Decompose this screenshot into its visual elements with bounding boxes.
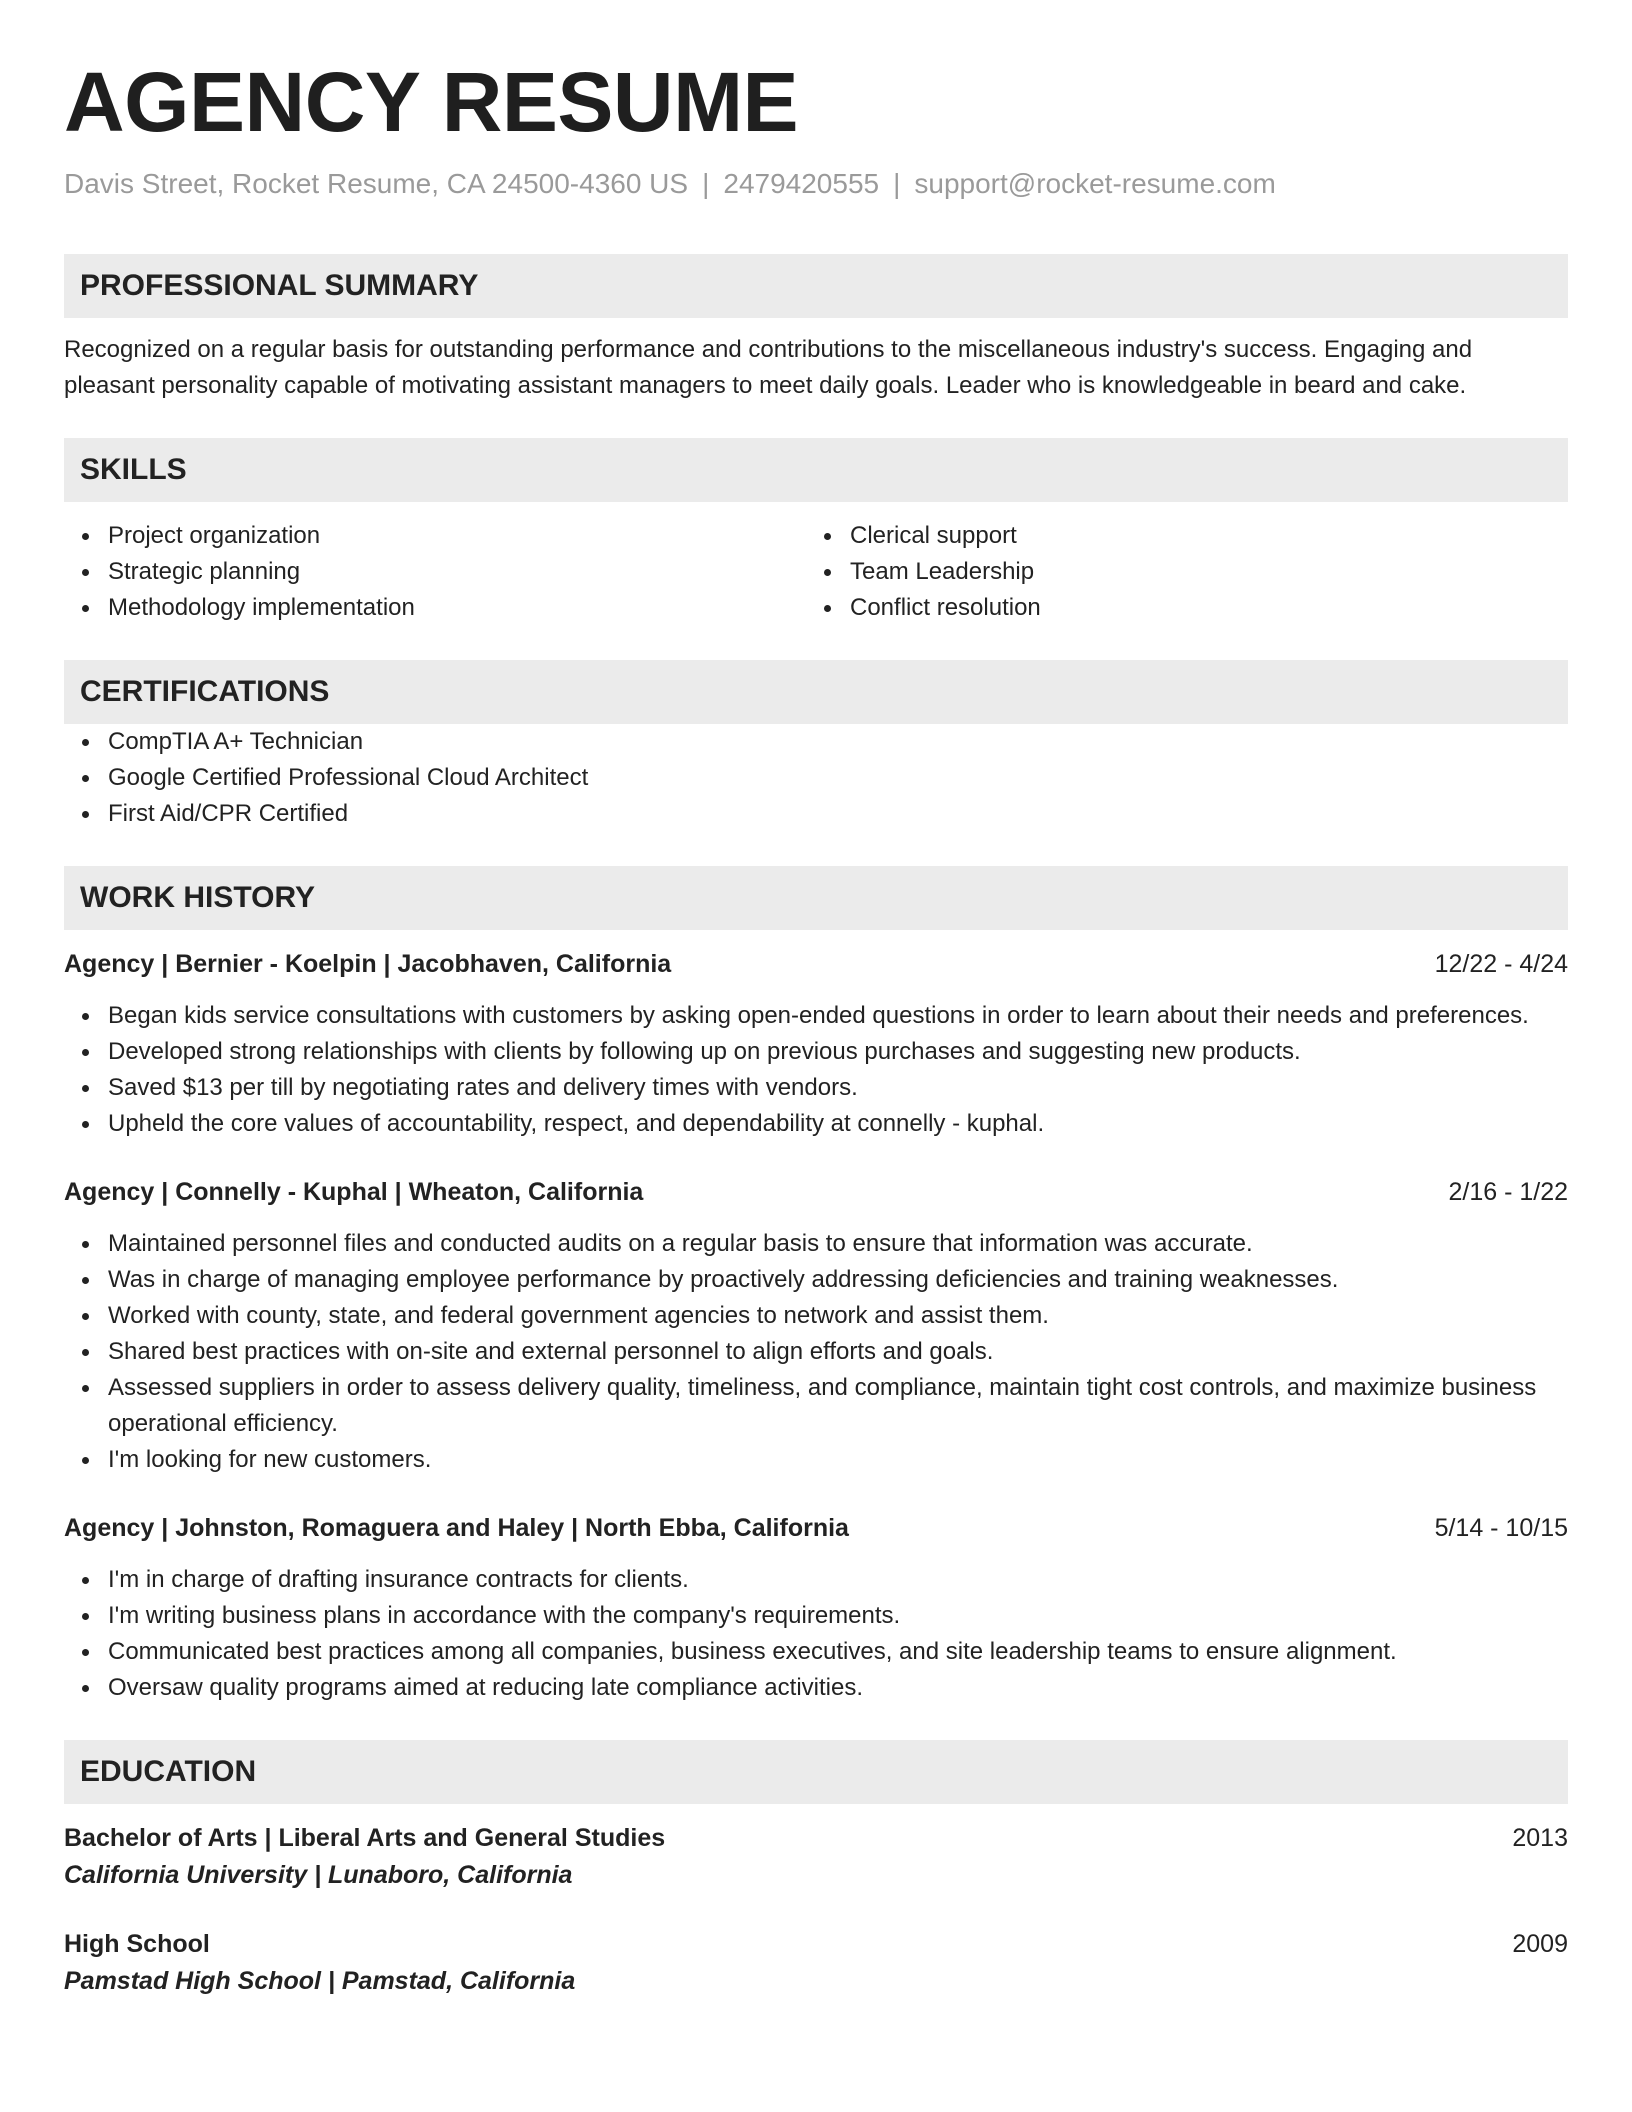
- job-bullet: Shared best practices with on-site and external personnel to align efforts and goals.: [64, 1334, 1568, 1370]
- skill-item: Strategic planning: [64, 554, 806, 590]
- education-degree: Bachelor of Arts | Liberal Arts and General Studies: [64, 1824, 666, 1852]
- education-school: California University | Lunaboro, California: [64, 1861, 573, 1889]
- certifications-heading: CERTIFICATIONS: [64, 660, 1568, 724]
- job-title: Agency | Connelly - Kuphal | Wheaton, California: [64, 1178, 644, 1206]
- contact-address: Davis Street, Rocket Resume, CA 24500-4360 US: [64, 168, 689, 199]
- skills-column-right: [806, 518, 1548, 626]
- education-school: Pamstad High School | Pamstad, California: [64, 1967, 576, 1995]
- skills-list: [64, 518, 1568, 626]
- job-bullet: Maintained personnel files and conducted audits on a regular basis to ensure that information was accurate.: [64, 1226, 1568, 1262]
- resume-name: AGENCY RESUME: [64, 55, 799, 149]
- job-bullet: Saved $13 per till by negotiating rates and delivery times with vendors.: [64, 1070, 1568, 1106]
- summary-heading: PROFESSIONAL SUMMARY: [64, 254, 1568, 318]
- job-entry: [64, 946, 1568, 1142]
- education-degree: High School: [64, 1930, 210, 1958]
- skill-item: Methodology implementation: [64, 590, 806, 626]
- certification-item: Google Certified Professional Cloud Architect: [64, 760, 1568, 796]
- education-entry: [64, 1926, 1568, 2000]
- certification-item: First Aid/CPR Certified: [64, 796, 1568, 832]
- job-bullet: I'm looking for new customers.: [64, 1442, 1568, 1478]
- certifications-list: [64, 724, 1568, 832]
- job-entry: [64, 1174, 1568, 1478]
- education-year: 2013: [1512, 1824, 1568, 1852]
- job-dates: 12/22 - 4/24: [1434, 950, 1568, 978]
- job-bullets: [64, 998, 1568, 1142]
- education-year: 2009: [1512, 1930, 1568, 1958]
- job-bullets: [64, 1562, 1568, 1706]
- education-entry: [64, 1820, 1568, 1894]
- job-bullet: Was in charge of managing employee performance by proactively addressing deficiencies and training weaknesses.: [64, 1262, 1568, 1298]
- job-bullet: Upheld the core values of accountability, respect, and dependability at connelly - kuphal.: [64, 1106, 1568, 1142]
- skill-item: Clerical support: [806, 518, 1548, 554]
- job-bullet: I'm writing business plans in accordance with the company's requirements.: [64, 1598, 1568, 1634]
- job-bullet: Communicated best practices among all companies, business executives, and site leadership teams to ensure alignment.: [64, 1634, 1568, 1670]
- job-title: Agency | Johnston, Romaguera and Haley | North Ebba, California: [64, 1514, 849, 1542]
- job-bullets: [64, 1226, 1568, 1478]
- job-dates: 5/14 - 10/15: [1434, 1514, 1568, 1542]
- contact-phone: 2479420555: [723, 168, 880, 199]
- education-header: [64, 1820, 1568, 1856]
- contact-line: [64, 164, 1568, 204]
- job-bullet: Assessed suppliers in order to assess delivery quality, timeliness, and compliance, maintain tight cost controls, and maximize business operational efficiency.: [64, 1370, 1568, 1442]
- job-entry: [64, 1510, 1568, 1706]
- job-bullet: Worked with county, state, and federal government agencies to network and assist them.: [64, 1298, 1568, 1334]
- contact-separator: |: [702, 168, 710, 199]
- skills-heading: SKILLS: [64, 438, 1568, 502]
- job-bullet: Developed strong relationships with clients by following up on previous purchases and suggesting new products.: [64, 1034, 1568, 1070]
- resume-page: [64, 52, 1568, 2000]
- skill-item: Team Leadership: [806, 554, 1548, 590]
- job-header: [64, 1174, 1568, 1210]
- skills-column-left: [64, 518, 806, 626]
- certification-item: CompTIA A+ Technician: [64, 724, 1568, 760]
- summary-text: Recognized on a regular basis for outstanding performance and contributions to the miscellaneous industry's success. Engaging and pleasant personality capable of motivating assistant managers to meet daily goals. Leader who is knowledgeable in beard and cake.: [64, 336, 1473, 399]
- job-bullet: I'm in charge of drafting insurance contracts for clients.: [64, 1562, 1568, 1598]
- job-bullet: Oversaw quality programs aimed at reducing late compliance activities.: [64, 1670, 1568, 1706]
- job-bullet: Began kids service consultations with customers by asking open-ended questions in order to learn about their needs and preferences.: [64, 998, 1568, 1034]
- job-header: [64, 946, 1568, 982]
- contact-separator: |: [893, 168, 901, 199]
- skill-item: Project organization: [64, 518, 806, 554]
- education-header: [64, 1926, 1568, 1962]
- contact-email: support@rocket-resume.com: [914, 168, 1276, 199]
- education-heading: EDUCATION: [64, 1740, 1568, 1804]
- work-history-heading: WORK HISTORY: [64, 866, 1568, 930]
- skill-item: Conflict resolution: [806, 590, 1548, 626]
- job-header: [64, 1510, 1568, 1546]
- job-dates: 2/16 - 1/22: [1448, 1178, 1568, 1206]
- job-title: Agency | Bernier - Koelpin | Jacobhaven, California: [64, 950, 672, 978]
